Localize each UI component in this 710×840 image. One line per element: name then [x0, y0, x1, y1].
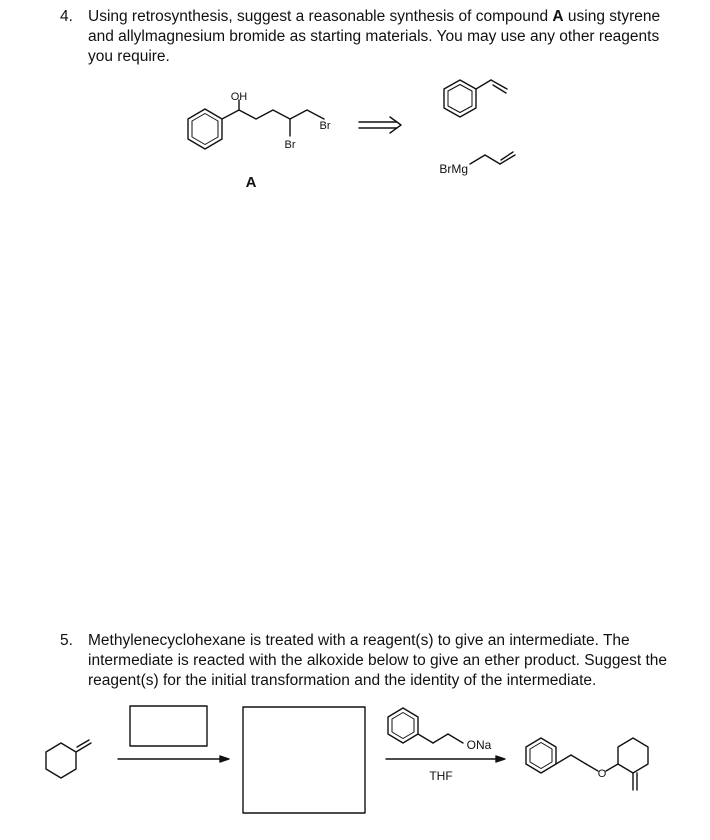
grignard-label: BrMg [439, 162, 468, 176]
oh-label: OH [230, 91, 248, 103]
retrosynthesis-arrow [359, 117, 401, 133]
reagent-answer-box[interactable] [130, 706, 207, 746]
compound-a-label: A [245, 174, 257, 191]
ether-oxygen-label: O [597, 768, 607, 780]
ether-product-structure [526, 738, 648, 790]
alkoxide-structure [388, 708, 463, 743]
reaction-arrow-2 [386, 756, 505, 762]
intermediate-answer-box[interactable] [243, 707, 365, 813]
question-4-text: Using retrosynthesis, suggest a reasonable synthesis of compound A using styrene and allylmagnesium bromide as starting materials. You may use any other reagents you require. [88, 8, 661, 65]
question-5-number: 5. [60, 632, 73, 649]
compound-a-bold: A [552, 8, 564, 25]
methylenecyclohexane-structure [46, 740, 91, 778]
question-4-number: 4. [60, 8, 73, 25]
compound-a-benzene-ring [188, 109, 222, 149]
br-label-2: Br [284, 139, 296, 151]
styrene-structure [444, 80, 507, 117]
compound-a-chain [222, 110, 324, 119]
br-label-1: Br [319, 120, 331, 132]
allylmagnesium-bromide-structure [470, 152, 515, 164]
alkoxide-label: ONa [466, 738, 492, 752]
solvent-label: THF [429, 769, 453, 783]
reaction-arrow-1 [118, 756, 229, 762]
question-5-text: Methylenecyclohexane is treated with a reagent(s) to give an intermediate. The intermediate is reacted with the alkoxide below to give an ether product. Suggest the reagent(s) for the initial transformation and the identity of the intermediate. [88, 632, 668, 689]
compound-a-structure [188, 100, 324, 149]
